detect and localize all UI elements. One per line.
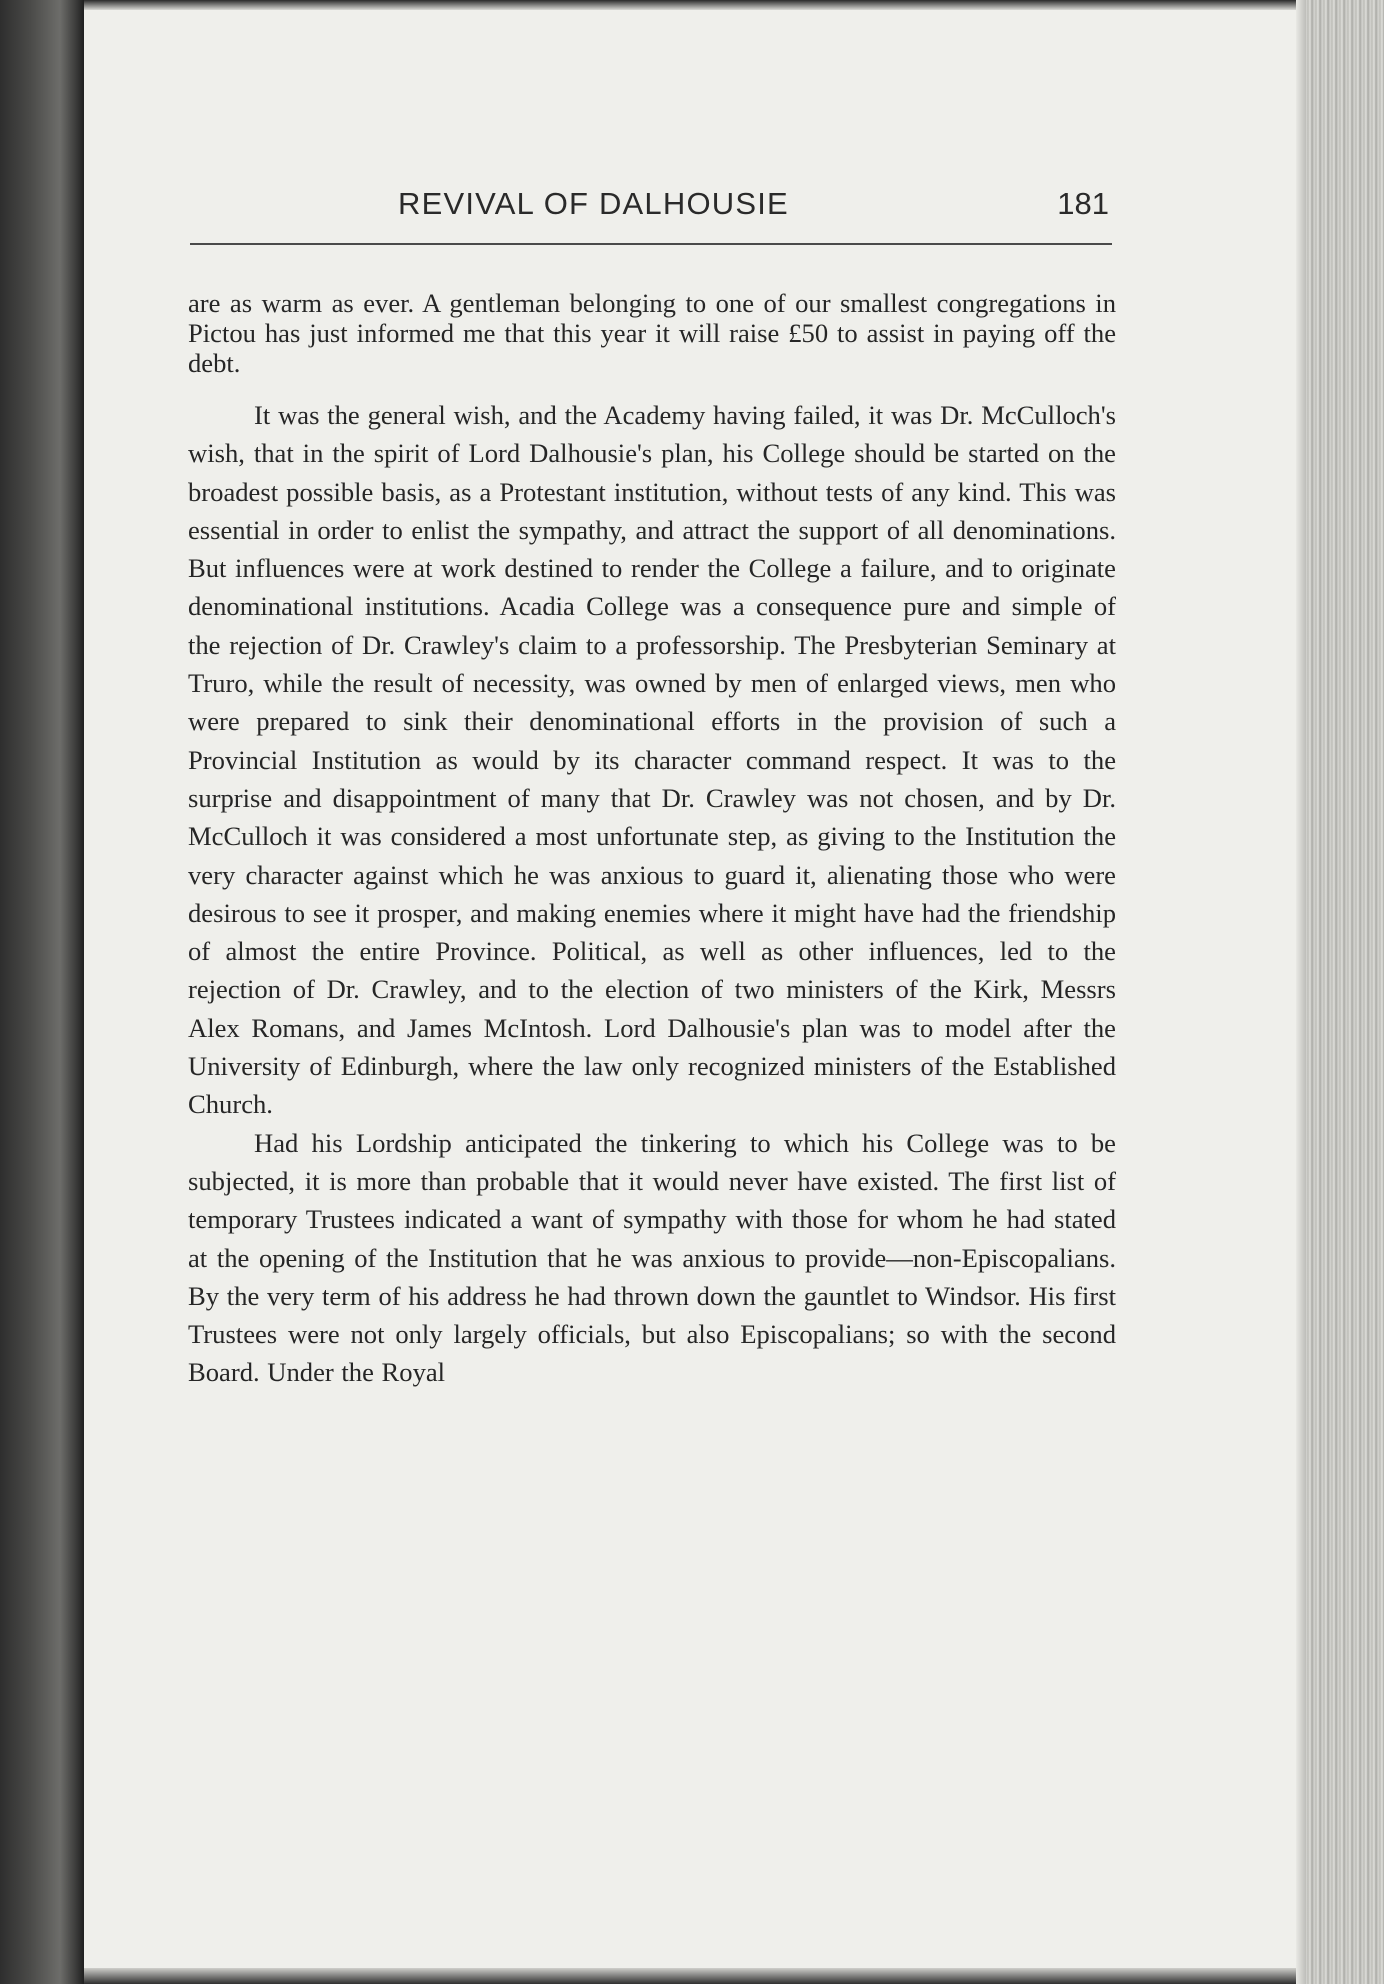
paragraph-continued: are as warm as ever. A gentleman belonging to one of our smallest congregations in Pictou has just informed me that this year it will raise £50 to assist in paying off the debt. — [188, 288, 1116, 378]
body-text — [188, 288, 1116, 1392]
paragraph-general-wish: It was the general wish, and the Academy having failed, it was Dr. McCulloch's wish, that in the spirit of Lord Dalhousie's plan, his College should be started on the broadest possible basis, as a Protestant institution, without tests of any kind. This was essential in order to enlist the sympathy, and attract the support of all denominations. But influences were at work destined to render the College a failure, and to originate denominational institutions. Acadia College was a consequence pure and simple of the rejection of Dr. Crawley's claim to a professorship. The Presbyterian Seminary at Truro, while the result of necessity, was owned by men of enlarged views, men who were prepared to sink their denominational efforts in the provision of such a Provincial Institution as would by its character command respect. It was to the surprise and disappointment of many that Dr. Crawley was not chosen, and by Dr. McCulloch it was considered a most unfortunate step, as giving to the Institution the very character against which he was anxious to guard it, alienating those who were desirous to see it prosper, and making enemies where it might have had the friendship of almost the entire Province. Political, as well as other influences, led to the rejection of Dr. Crawley, and to the election of two ministers of the Kirk, Messrs Alex Romans, and James McIntosh. Lord Dalhousie's plan was to model after the University of Edinburgh, where the law only recognized ministers of the Established Church. — [188, 400, 1116, 1120]
book-binding-gutter — [0, 0, 84, 1984]
paragraph-lordship: Had his Lordship anticipated the tinkering to which his College was to be subjected, it is more than probable that it would never have existed. The first list of temporary Trustees indicated a want of sympathy with those for whom he had stated at the opening of the Institution that he was anxious to provide—non-Episcopalians. By the very term of his address he had thrown down the gauntlet to Windsor. His first Trustees were not only largely officials, but also Episcopalians; so with the second Board. Under the Royal — [188, 1127, 1116, 1388]
page-bottom-edge — [84, 1968, 1304, 1984]
header-rule — [190, 243, 1112, 245]
page-stack-edges — [1306, 0, 1384, 1984]
page-number: 181 — [1057, 186, 1109, 221]
page-top-edge — [84, 0, 1304, 10]
running-header — [190, 186, 1112, 226]
running-title: REVIVAL OF DALHOUSIE — [398, 186, 789, 221]
